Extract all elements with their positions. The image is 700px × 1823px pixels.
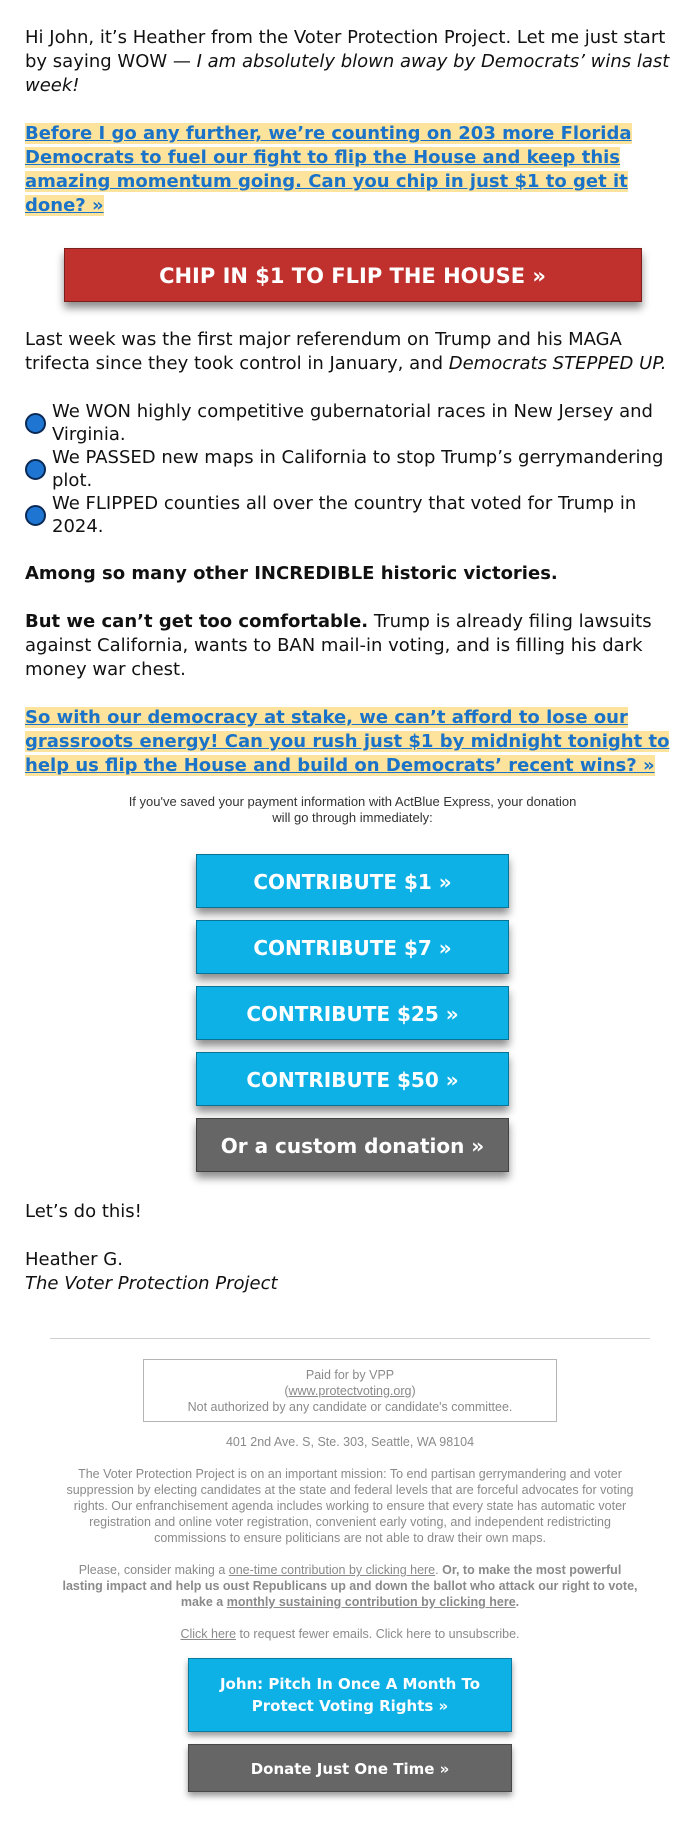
appeal-link-paragraph-2 <box>25 706 680 778</box>
custom-donation-button[interactable]: Or a custom donation » <box>196 1118 509 1172</box>
appeal-link-paragraph <box>25 122 680 218</box>
website-line: (www.protectvoting.org) <box>284 1384 416 1398</box>
monthly-donation-button[interactable]: John: Pitch In Once A Month To Protect Voting Rights » <box>188 1658 512 1732</box>
intro-paragraph <box>25 26 680 98</box>
fewer-emails-link[interactable]: Click here <box>180 1627 237 1641</box>
mailing-address: 401 2nd Ave. S, Ste. 303, Seattle, WA 98104 <box>225 1435 475 1449</box>
intro-text: Hi John, it’s Heather from the Voter Protection Project. Let me just start by saying WOW — <box>25 27 666 72</box>
contribute-50-button[interactable]: CONTRIBUTE $50 » <box>196 1052 509 1106</box>
appeal-link-2[interactable]: So with our democracy at stake, we can’t afford to lose our grassroots energy! Can you rush just $1 by midnight tonight to help us flip the House and build on Democrats’ recent wins? » <box>25 707 670 776</box>
one-time-donation-button[interactable]: Donate Just One Time » <box>188 1744 512 1792</box>
email-footer <box>50 1338 650 1792</box>
contribute-1-button[interactable]: CONTRIBUTE $1 » <box>196 854 509 908</box>
blue-circle-icon <box>25 459 46 480</box>
bullet-text: We PASSED new maps in California to stop Trump’s gerrymandering plot. <box>52 447 664 491</box>
bullet-item <box>25 446 680 492</box>
closing-line: Let’s do this! <box>25 1201 142 1222</box>
comfortable-text: Trump is already filing lawsuits against California, wants to BAN mail-in voting, and is filling his dark money war chest. <box>25 611 652 680</box>
paid-for-box <box>143 1359 557 1422</box>
not-authorized-text: Not authorized by any candidate or candidate's committee. <box>187 1400 513 1414</box>
note-line: will go through immediately: <box>272 810 433 825</box>
chip-in-button[interactable]: CHIP IN $1 TO FLIP THE HOUSE » <box>64 248 642 302</box>
blue-circle-icon <box>25 413 46 434</box>
comfortable-bold: But we can’t get too comfortable. <box>25 611 369 632</box>
bullet-item <box>25 400 680 446</box>
one-time-contribution-link[interactable]: one-time contribution by clicking here <box>228 1563 436 1577</box>
contribute-25-button[interactable]: CONTRIBUTE $25 » <box>196 986 509 1040</box>
note-line: If you've saved your payment information with ActBlue Express, your donation <box>128 794 577 809</box>
intro-emphasis: I am absolutely blown away by Democrats’ wins last week! <box>25 51 670 96</box>
unsubscribe-line <box>50 1626 650 1642</box>
footer-divider <box>50 1338 650 1339</box>
actblue-express-note <box>25 794 680 826</box>
referendum-text: Last week was the first major referendum on Trump and his MAGA trifecta since they took control in January, and <box>25 329 622 374</box>
victories-heading: Among so many other INCREDIBLE historic victories. <box>25 563 558 584</box>
signature-org: The Voter Protection Project <box>25 1273 278 1294</box>
monthly-contribution-link[interactable]: monthly sustaining contribution by clicking here <box>226 1595 516 1609</box>
mission-statement: The Voter Protection Project is on an important mission: To end partisan gerrymandering and voter suppression by electing candidates at the state and federal levels that are forceful advocates for voting rights. Our enfranchisement agenda includes working to ensure that every state has automatic voter registration and online voter registration, convenient early voting, and independent redistricting commissions to ensure politicians are not able to draw their own maps. <box>66 1467 634 1545</box>
unsubscribe-text[interactable]: to request fewer emails. Click here to unsubscribe. <box>236 1627 520 1641</box>
website-link[interactable]: www.protectvoting.org <box>288 1384 412 1398</box>
comfortable-paragraph <box>25 610 680 682</box>
appeal-link-1[interactable]: Before I go any further, we’re counting on 203 more Florida Democrats to fuel our fight to flip the House and keep this amazing momentum going. Can you chip in just $1 to get it done? » <box>25 123 632 216</box>
consider-paragraph: Please, consider making a one-time contribution by clicking here. Or, to make the most powerful lasting impact and help us oust Republicans up and down the ballot who attack our right to vote, make a monthly sustaining contribution by clicking here. <box>62 1563 638 1609</box>
bullet-item <box>25 492 680 538</box>
bullet-text: We FLIPPED counties all over the country that voted for Trump in 2024. <box>52 493 637 537</box>
email-body <box>25 26 680 1296</box>
contribute-7-button[interactable]: CONTRIBUTE $7 » <box>196 920 509 974</box>
referendum-emphasis: Democrats STEPPED UP. <box>448 353 667 374</box>
blue-circle-icon <box>25 505 46 526</box>
paid-for-text: Paid for by VPP <box>305 1368 395 1382</box>
referendum-paragraph <box>25 328 680 376</box>
bullet-text: We WON highly competitive gubernatorial races in New Jersey and Virginia. <box>52 401 653 445</box>
signature-name: Heather G. <box>25 1249 123 1270</box>
